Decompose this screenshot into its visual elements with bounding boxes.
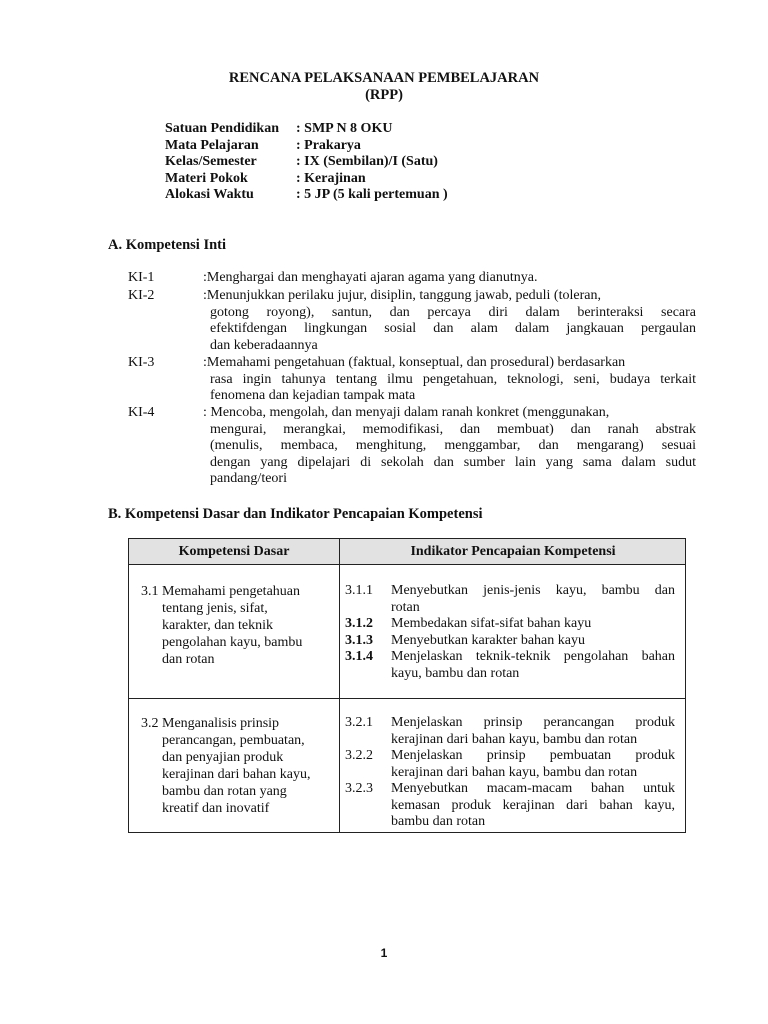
- ki-3-text: [203, 355, 696, 405]
- meta-value: : Prakarya: [296, 138, 361, 153]
- table-row-2-kd: [141, 715, 331, 817]
- indicator-line: bambu dan rotan: [391, 814, 486, 829]
- indicator-number: 3.1.2: [345, 616, 373, 631]
- indicator-item: [345, 748, 675, 781]
- ki-code: KI-1: [128, 270, 155, 285]
- kd-line: dan rotan: [162, 652, 215, 667]
- ki-4-text: [203, 405, 696, 488]
- indicator-line: Menjelaskan prinsip pembuatan produk: [391, 748, 675, 763]
- page-number: 1: [380, 946, 388, 960]
- table-column-divider: [339, 539, 340, 832]
- ki-code: KI-2: [128, 288, 155, 303]
- ki-line: :Menghargai dan menghayati ajaran agama yang dianutnya.: [203, 270, 538, 285]
- kd-line: kreatif dan inovatif: [162, 801, 270, 816]
- table-row-1-kd: [141, 583, 331, 668]
- table-row-1-ipk: [345, 583, 675, 682]
- indicator-number: 3.2.2: [345, 748, 373, 763]
- ki-line: gotong royong), santun, dan percaya diri dalam berinteraksi secara: [210, 304, 696, 320]
- meta-row-satuan: [165, 121, 392, 137]
- indicator-line: Menjelaskan teknik-teknik pengolahan bahan: [391, 649, 675, 664]
- table-header-kd: Kompetensi Dasar: [178, 544, 290, 559]
- ki-line: (menulis, membaca, menghitung, menggambar, dan mengarang) sesuai: [210, 438, 696, 453]
- section-a-heading: A. Kompetensi Inti: [108, 237, 227, 253]
- indicator-item: [345, 715, 675, 748]
- indicator-line: kemasan produk kerajinan dari bahan kayu,: [391, 797, 675, 813]
- meta-row-alokasi: [165, 187, 448, 203]
- indicator-number: 3.1.4: [345, 649, 373, 664]
- table-row-2-ipk: [345, 715, 675, 831]
- competency-table: [128, 538, 686, 833]
- ki-1-text: [203, 270, 696, 287]
- kd-line: tentang jenis, sifat,: [162, 601, 268, 616]
- indicator-line: rotan: [391, 599, 420, 615]
- indicator-item: [345, 583, 675, 616]
- document-title: RENCANA PELAKSANAAN PEMBELAJARAN: [228, 70, 540, 86]
- indicator-line: kerajinan dari bahan kayu, bambu dan rotan: [391, 731, 638, 747]
- table-row-divider: [129, 698, 685, 699]
- ki-line: efektifdengan lingkungan sosial dan alam dalam jangkauan pergaulan: [210, 321, 696, 336]
- indicator-number: 3.2.1: [345, 715, 373, 730]
- indicator-line: Membedakan sifat-sifat bahan kayu: [391, 616, 592, 631]
- ki-code: KI-4: [128, 405, 155, 420]
- kd-line: bambu dan rotan yang: [162, 784, 287, 799]
- ki-line: :Menunjukkan perilaku jujur, disiplin, tanggung jawab, peduli (toleran,: [203, 288, 601, 303]
- indicator-number: 3.1.1: [345, 583, 373, 598]
- ki-line: rasa ingin tahunya tentang ilmu pengetahuan, teknologi, seni, budaya terkait: [210, 371, 696, 387]
- meta-value: : IX (Sembilan)/I (Satu): [296, 154, 438, 169]
- kd-line: perancangan, pembuatan,: [162, 733, 305, 748]
- indicator-line: Menyebutkan karakter bahan kayu: [391, 632, 585, 648]
- table-header-ipk: Indikator Pencapaian Kompetensi: [410, 544, 616, 559]
- kd-line: dan penyajian produk: [162, 750, 284, 765]
- indicator-item: [345, 616, 675, 633]
- ki-2-text: [203, 288, 696, 354]
- document-subtitle: (RPP): [365, 87, 403, 103]
- ki-line: : Mencoba, mengolah, dan menyaji dalam ranah konkret (menggunakan,: [203, 405, 610, 420]
- kd-line: kerajinan dari bahan kayu,: [162, 767, 311, 782]
- ki-line: dengan yang dipelajari di sekolah dan sumber lain yang sama dalam sudut: [210, 454, 696, 470]
- indicator-line: kerajinan dari bahan kayu, bambu dan rotan: [391, 764, 638, 780]
- meta-label: Materi Pokok: [165, 171, 248, 186]
- ki-line: pandang/teori: [210, 471, 287, 486]
- indicator-line: kayu, bambu dan rotan: [391, 665, 520, 681]
- indicator-line: Menjelaskan prinsip perancangan produk: [391, 715, 675, 730]
- indicator-item: [345, 649, 675, 682]
- meta-label: Alokasi Waktu: [165, 187, 254, 202]
- kd-line: pengolahan kayu, bambu: [162, 635, 303, 650]
- meta-value: : SMP N 8 OKU: [296, 121, 393, 136]
- meta-label: Mata Pelajaran: [165, 138, 259, 153]
- indicator-line: Menyebutkan jenis-jenis kayu, bambu dan: [391, 583, 675, 598]
- ki-line: dan keberadaannya: [210, 337, 318, 353]
- indicator-item: [345, 781, 675, 831]
- meta-value: : Kerajinan: [296, 171, 366, 186]
- ki-line: mengurai, merangkai, memodifikasi, dan membuat) dan ranah abstrak: [210, 421, 696, 437]
- meta-row-mapel: [165, 138, 361, 154]
- meta-value: : 5 JP (5 kali pertemuan ): [296, 187, 448, 202]
- indicator-number: 3.2.3: [345, 781, 373, 796]
- meta-label: Kelas/Semester: [165, 154, 257, 169]
- kd-line: 3.1 Memahami pengetahuan: [141, 584, 301, 599]
- meta-row-materi: [165, 171, 366, 187]
- ki-code: KI-3: [128, 355, 155, 370]
- indicator-number: 3.1.3: [345, 632, 373, 648]
- indicator-item: [345, 633, 675, 650]
- meta-label: Satuan Pendidikan: [165, 121, 279, 136]
- section-b-heading: B. Kompetensi Dasar dan Indikator Pencapaian Kompetensi: [108, 506, 483, 522]
- ki-line: :Memahami pengetahuan (faktual, konseptual, dan prosedural) berdasarkan: [203, 355, 626, 370]
- indicator-line: Menyebutkan macam-macam bahan untuk: [391, 781, 675, 796]
- kd-line: karakter, dan teknik: [162, 618, 274, 633]
- meta-row-kelas: [165, 154, 438, 170]
- kd-line: 3.2 Menganalisis prinsip: [141, 716, 280, 731]
- ki-line: fenomena dan kejadian tampak mata: [210, 388, 416, 403]
